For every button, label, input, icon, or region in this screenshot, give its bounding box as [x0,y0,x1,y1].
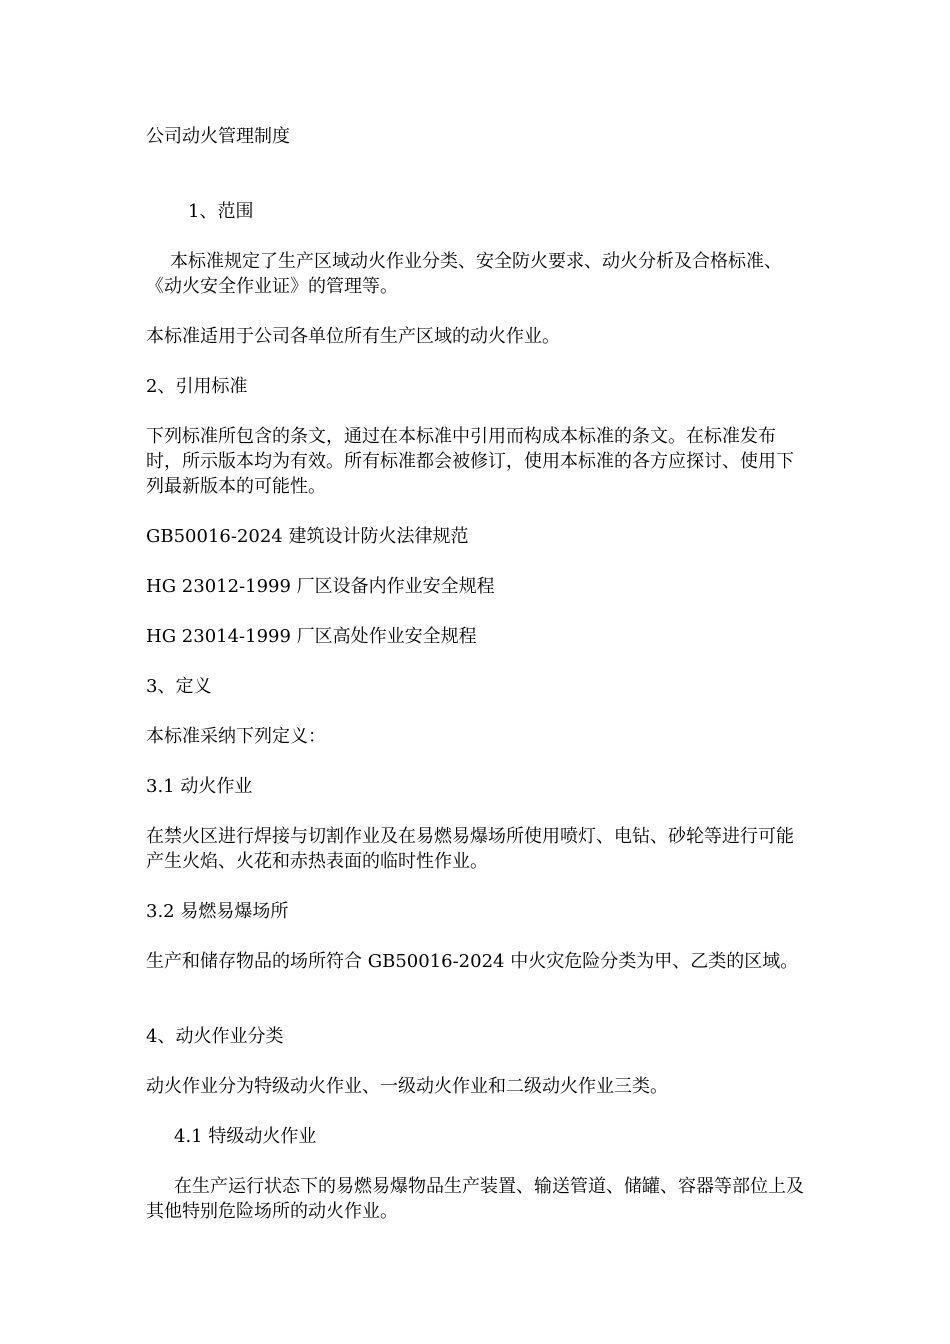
paragraph-special-class-definition: 在生产运行状态下的易燃易爆物品生产装置、输送管道、储罐、容器等部位上及其他特别危险场所的动火作业。 [146,1176,804,1222]
paragraph-references-intro: 下列标准所包含的条文，通过在本标准中引用而构成本标准的条文。在标准发布时，所示版本均为有效。所有标准都会被修订，使用本标准的各方应探讨、使用下列最新版本的可能性。 [146,426,794,497]
document-title: 公司动火管理制度 [146,126,290,147]
paragraph-hot-work-definition: 在禁火区进行焊接与切割作业及在易燃易爆场所使用喷灯、电钻、砂轮等进行可能产生火焰、火花和赤热表面的临时性作业。 [146,826,794,872]
subsection-heading-hot-work: 3.1 动火作业 [146,776,253,797]
section-heading-classification: 4、动火作业分类 [146,1026,284,1047]
section-heading-definitions: 3、定义 [146,676,212,697]
reference-item: GB50016-2024 建筑设计防火法律规范 [146,526,469,547]
section-heading-scope: 1、范围 [188,201,254,222]
subsection-heading-flammable-sites: 3.2 易燃易爆场所 [146,901,289,922]
paragraph-definitions-intro: 本标准采纳下列定义： [146,726,326,747]
paragraph-scope-definition: 本标准规定了生产区域动火作业分类、安全防火要求、动火分析及合格标准、《动火安全作业证》的管理等。 [146,251,782,297]
section-heading-references: 2、引用标准 [146,376,248,397]
subsection-heading-special-class: 4.1 特级动火作业 [174,1126,317,1147]
paragraph-scope-applicability: 本标准适用于公司各单位所有生产区域的动火作业。 [146,326,560,347]
paragraph-flammable-sites-definition: 生产和储存物品的场所符合 GB50016-2024 中火灾危险分类为甲、乙类的区域。 [146,951,799,972]
reference-item: HG 23012-1999 厂区设备内作业安全规程 [146,576,495,597]
paragraph-classification-intro: 动火作业分为特级动火作业、一级动火作业和二级动火作业三类。 [146,1076,668,1097]
reference-item: HG 23014-1999 厂区高处作业安全规程 [146,626,477,647]
